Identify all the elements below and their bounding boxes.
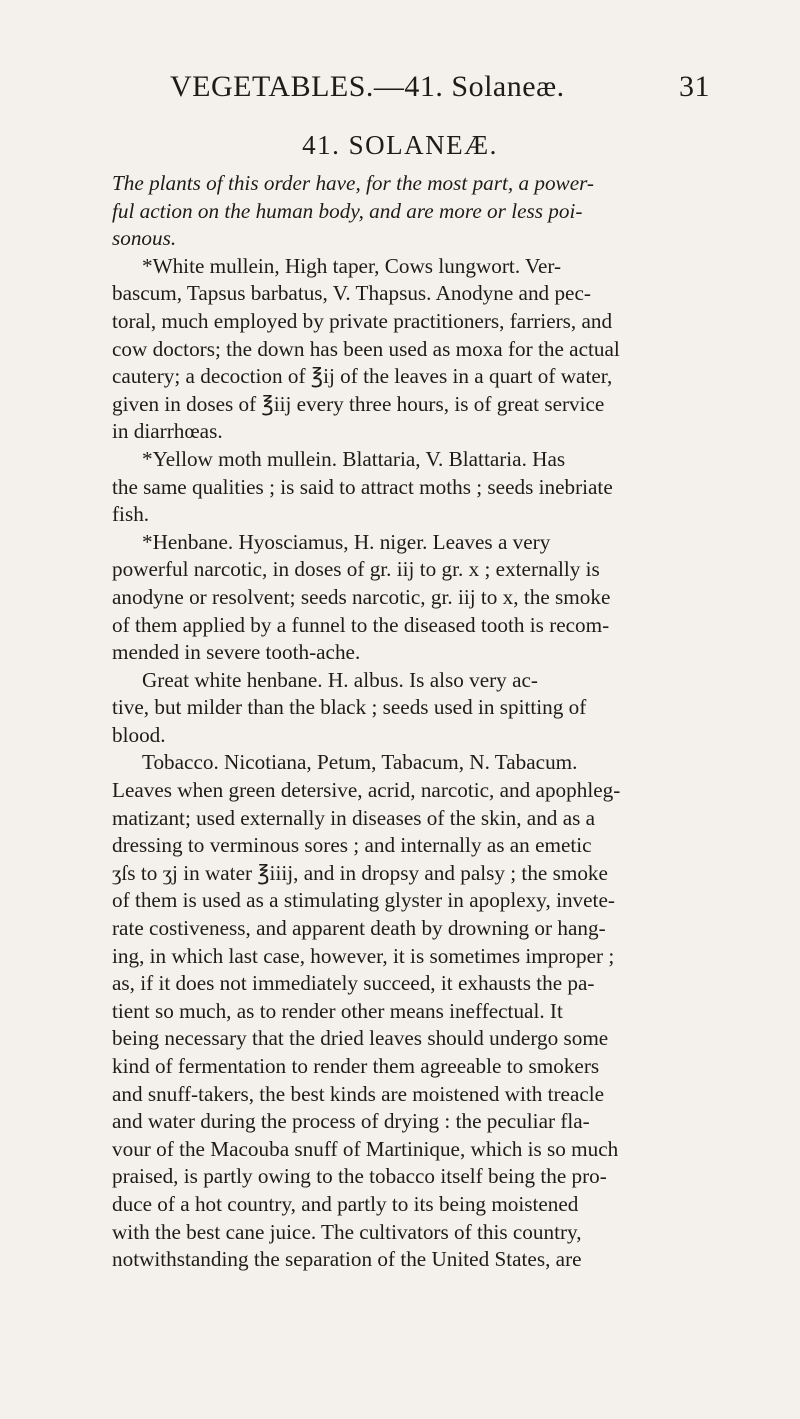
text-line: rate costiveness, and apparent death by drowning or hang- xyxy=(112,916,606,941)
text-line: cautery; a decoction of ℥ij of the leaves in a quart of water, xyxy=(112,364,613,389)
text-line: tient so much, as to render other means ineffectual. It xyxy=(112,998,563,1023)
text-line: as, if it does not immediately succeed, it exhausts the pa- xyxy=(112,971,595,996)
running-head xyxy=(170,70,710,114)
text-line: powerful narcotic, in doses of gr. iij to gr. x ; externally is xyxy=(112,557,600,582)
text-line: and snuff-takers, the best kinds are moistened with treacle xyxy=(112,1081,605,1106)
text-line: with the best cane juice. The cultivators of this country, xyxy=(112,1219,582,1244)
text-line: fish. xyxy=(112,502,150,527)
text-line: vour of the Macouba snuff of Martinique, which is so much xyxy=(112,1136,619,1161)
text-line: of them applied by a funnel to the diseased tooth is recom- xyxy=(112,612,610,637)
text-line: of them is used as a stimulating glyster in apoplexy, invete- xyxy=(112,888,615,913)
text-line: *White mullein, High taper, Cows lungwort. Ver- xyxy=(142,253,562,278)
text-line: given in doses of ℥iij every three hours, is of great service xyxy=(112,391,605,416)
text-line: ing, in which last case, however, it is sometimes improper ; xyxy=(112,943,615,968)
text-line: in diarrhœas. xyxy=(112,419,223,444)
text-line: matizant; used externally in diseases of the skin, and as a xyxy=(112,805,596,830)
text-line: Leaves when green detersive, acrid, narcotic, and apophleg- xyxy=(112,778,621,803)
running-title: VEGETABLES.—41. Solaneæ. xyxy=(170,70,565,103)
text-line: anodyne or resolvent; seeds narcotic, gr. iij to x, the smoke xyxy=(112,584,611,609)
text-line: ʒſs to ʒj in water ℥iiij, and in dropsy and palsy ; the smoke xyxy=(112,860,608,885)
text-line: tive, but milder than the black ; seeds used in spitting of xyxy=(112,695,587,720)
text-line: bascum, Tapsus barbatus, V. Thapsus. Anodyne and pec- xyxy=(112,281,591,306)
text-line: Great white henbane. H. albus. Is also very ac- xyxy=(142,667,538,692)
text-line: dressing to verminous sores ; and internally as an emetic xyxy=(112,833,592,858)
text-line: the same qualities ; is said to attract moths ; seeds inebriate xyxy=(112,474,613,499)
text-line: blood. xyxy=(112,722,166,747)
text-line: sonous. xyxy=(112,226,177,251)
body-text xyxy=(112,170,707,1274)
text-line: *Henbane. Hyosciamus, H. niger. Leaves a very xyxy=(142,529,551,554)
text-line: notwithstanding the separation of the United States, are xyxy=(112,1247,582,1272)
text-line: kind of fermentation to render them agreeable to smokers xyxy=(112,1054,600,1078)
text-line: and water during the process of drying : the peculiar fla- xyxy=(112,1109,590,1134)
text-line: The plants of this order have, for the most part, a power- xyxy=(112,171,594,195)
text-line: *Yellow moth mullein. Blattaria, V. Blattaria. Has xyxy=(142,446,566,471)
text-line: cow doctors; the down has been used as moxa for the actual xyxy=(112,336,620,361)
text-line: mended in severe tooth-ache. xyxy=(112,640,361,665)
order-heading: 41. SOLANEÆ. xyxy=(302,130,498,160)
text-line: Tobacco. Nicotiana, Petum, Tabacum, N. Tabacum. xyxy=(142,750,578,775)
text-line: duce of a hot country, and partly to its being moistened xyxy=(112,1191,579,1216)
text-line: praised, is partly owing to the tobacco itself being the pro- xyxy=(112,1164,607,1189)
text-line: ful action on the human body, and are more or less poi- xyxy=(112,198,583,223)
text-line: toral, much employed by private practitioners, farriers, and xyxy=(112,308,613,333)
text-line: being necessary that the dried leaves should undergo some xyxy=(112,1026,609,1051)
page-number: 31 xyxy=(679,70,710,103)
